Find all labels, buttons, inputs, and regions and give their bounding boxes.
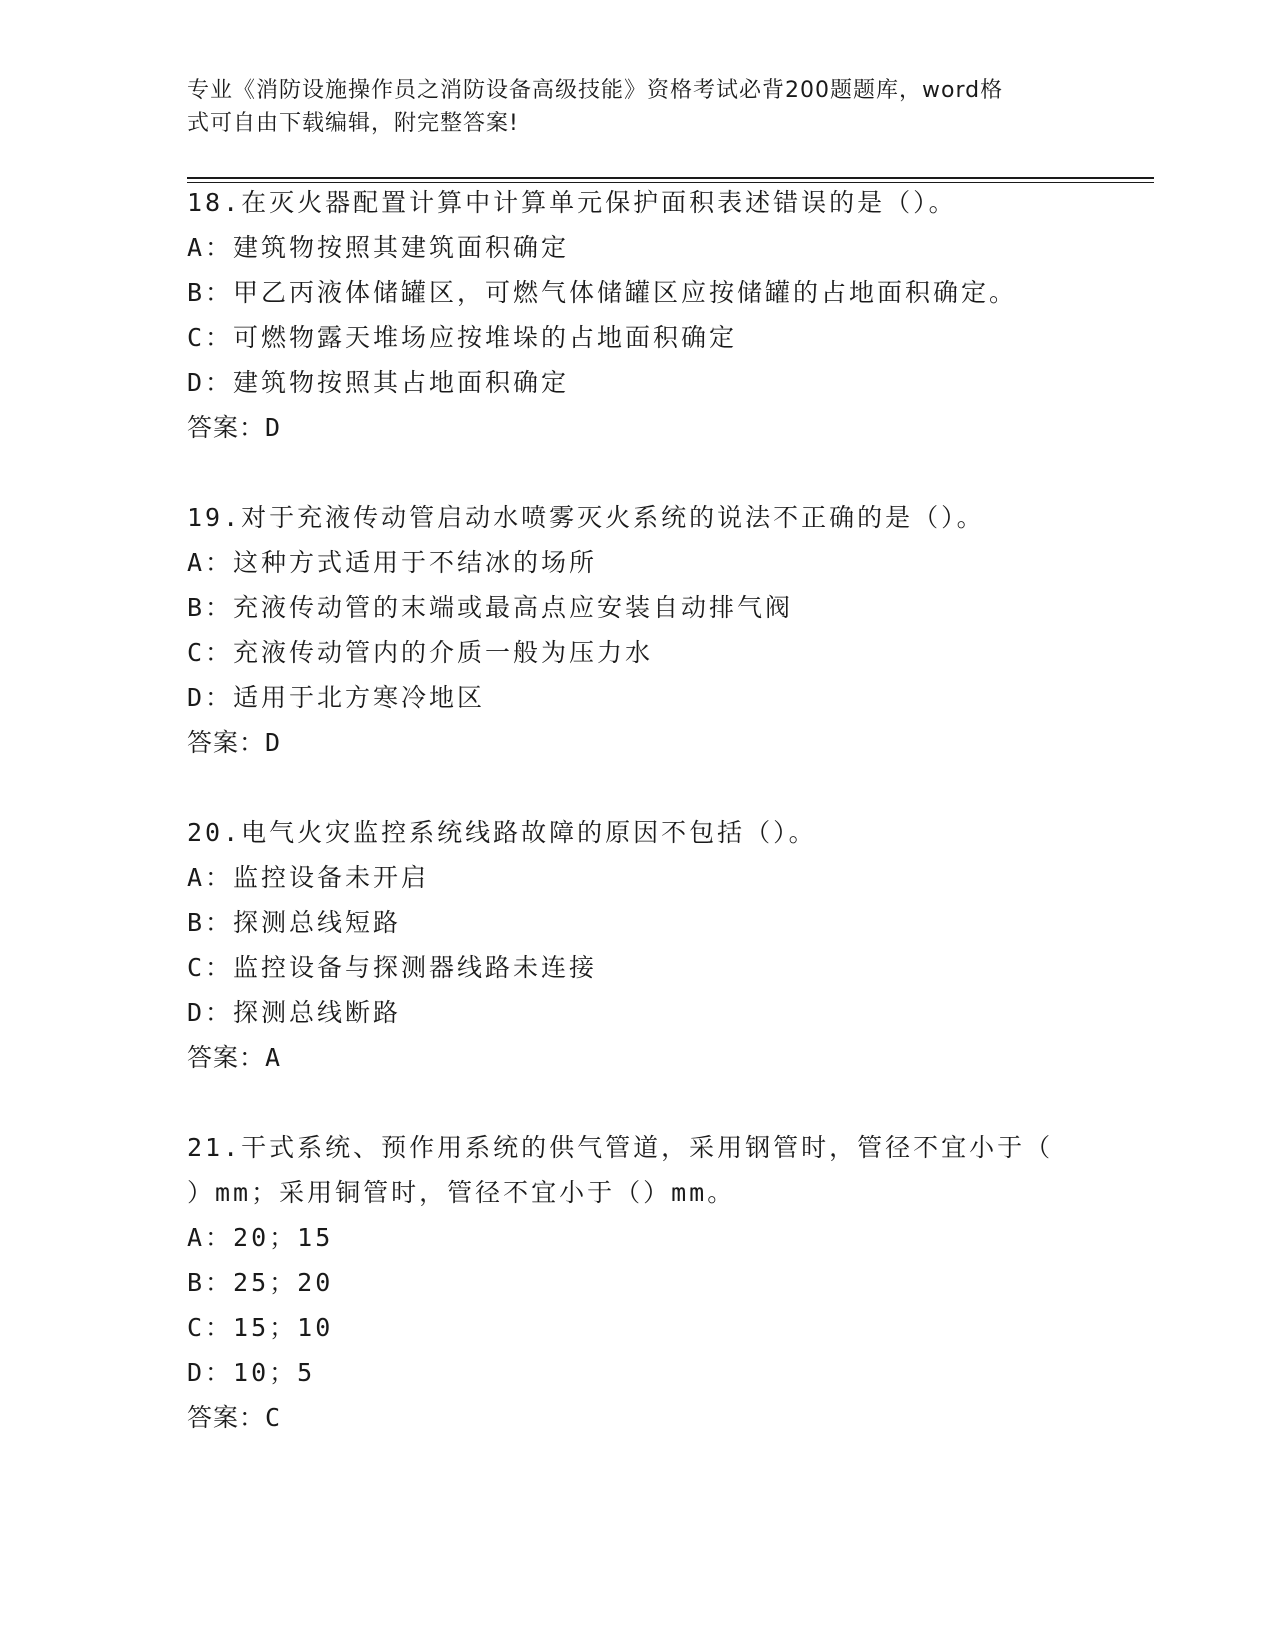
option-d: D：建筑物按照其占地面积确定 [187, 368, 570, 397]
answer-line [187, 720, 1087, 765]
answer-label: 答案： [187, 1403, 266, 1432]
question-stem-line-1: 21.干式系统、预作用系统的供气管道，采用钢管时，管径不宜小于（ [187, 1133, 1054, 1162]
header-line-1: 专业《消防设施操作员之消防设备高级技能》资格考试必背200题题库，word格 [187, 78, 1004, 103]
question-21 [187, 1125, 1087, 1440]
question-stem: 18.在灭火器配置计算中计算单元保护面积表述错误的是（）。 [187, 188, 957, 217]
option-a: A：这种方式适用于不结冰的场所 [187, 548, 598, 577]
option-d: D：探测总线断路 [187, 998, 402, 1027]
answer-line [187, 405, 1087, 450]
option-c: C：充液传动管内的介质一般为压力水 [187, 638, 654, 667]
question-18 [187, 180, 1087, 450]
option-a: A：20；15 [187, 1223, 334, 1252]
answer-value: D [265, 413, 282, 442]
header-line-2: 式可自由下载编辑，附完整答案! [187, 111, 519, 136]
option-a: A：建筑物按照其建筑面积确定 [187, 233, 570, 262]
option-d: D：适用于北方寒冷地区 [187, 683, 486, 712]
answer-line [187, 1395, 1087, 1440]
option-b: B：充液传动管的末端或最高点应安装自动排气阀 [187, 593, 794, 622]
option-a: A：监控设备未开启 [187, 863, 430, 892]
question-20 [187, 810, 1087, 1080]
option-b: B：25；20 [187, 1268, 334, 1297]
question-stem-line-2: ）mm；采用铜管时，管径不宜小于（）mm。 [187, 1178, 736, 1207]
question-stem: 20.电气火灾监控系统线路故障的原因不包括（）。 [187, 818, 817, 847]
option-c: C：15；10 [187, 1313, 334, 1342]
header-divider-thick [187, 177, 1154, 179]
answer-label: 答案： [187, 728, 266, 757]
answer-label: 答案： [187, 1043, 266, 1072]
option-c: C：监控设备与探测器线路未连接 [187, 953, 598, 982]
answer-value: A [265, 1043, 282, 1072]
option-c: C：可燃物露天堆场应按堆垛的占地面积确定 [187, 323, 738, 352]
answer-value: D [265, 728, 282, 757]
question-stem: 19.对于充液传动管启动水喷雾灭火系统的说法不正确的是（）。 [187, 503, 985, 532]
option-b: B：探测总线短路 [187, 908, 402, 937]
answer-label: 答案： [187, 413, 266, 442]
document-header [187, 74, 1077, 140]
answer-line [187, 1035, 1087, 1080]
option-b: B：甲乙丙液体储罐区，可燃气体储罐区应按储罐的占地面积确定。 [187, 278, 1018, 307]
option-d: D：10；5 [187, 1358, 316, 1387]
question-19 [187, 495, 1087, 765]
answer-value: C [265, 1403, 282, 1432]
